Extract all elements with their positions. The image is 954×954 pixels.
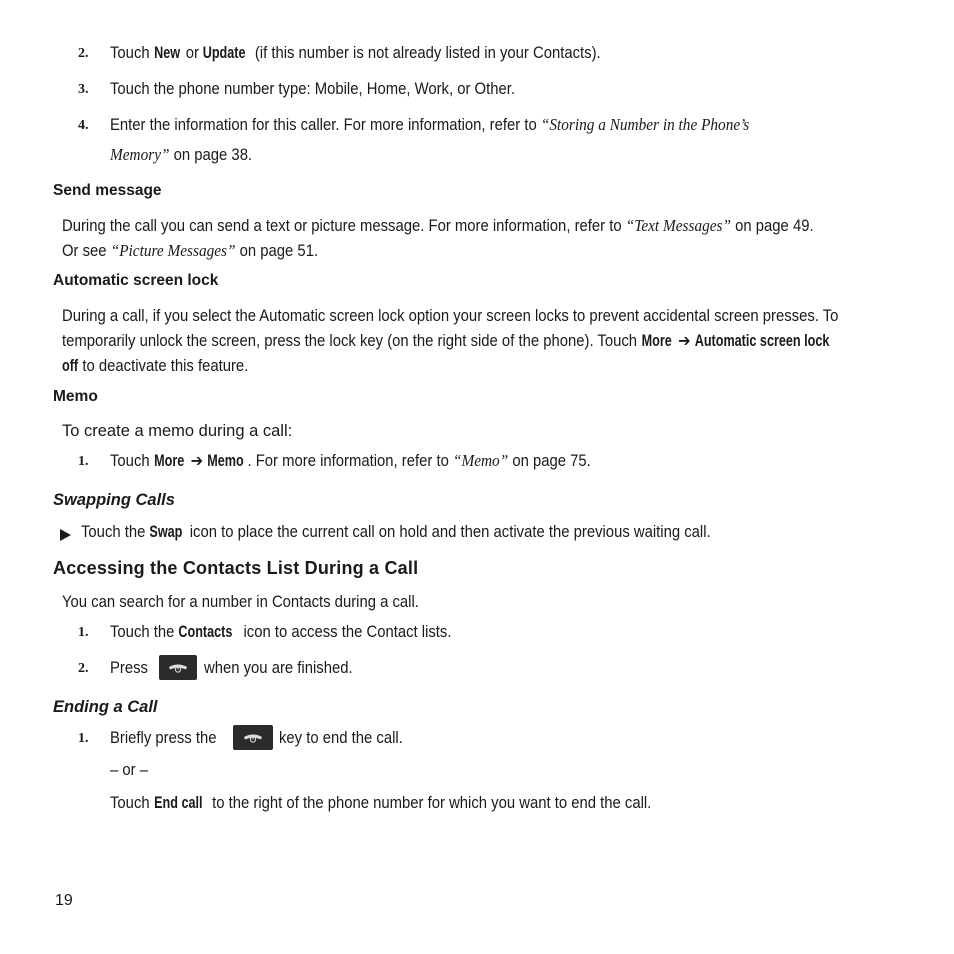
step-text-label: Press (110, 659, 148, 677)
keyword-new: New (153, 44, 180, 62)
paragraph: Or see “Picture Messages” on page 51. (62, 241, 319, 260)
step-number: 2. (78, 661, 89, 676)
step-text: Enter the information for this caller. For more information, refer to “Storing a Number in the Phone’s (110, 115, 750, 134)
cross-reference: “Memo” (452, 451, 509, 470)
cross-reference: Memory” (110, 145, 170, 164)
page-number: 19 (55, 892, 73, 909)
step-text-continued: Memory” on page 38. (110, 145, 253, 164)
bullet-text: Touch the Swap icon to place the current call on hold and then activate the previous waiting call. (81, 523, 711, 541)
section-title: Accessing the Contacts List During a Call (53, 558, 419, 578)
step-text: Touch the Contacts icon to access the Contact lists. (110, 623, 452, 641)
keyword-more: More (153, 452, 184, 470)
paragraph: off to deactivate this feature. (62, 357, 249, 375)
step-text: when you are finished. (204, 659, 353, 677)
step-text: Touch End call to the right of the phone number for which you want to end the call. (110, 794, 652, 812)
keyword-swap: Swap (149, 523, 183, 541)
arrow-icon: ➔ (678, 331, 691, 350)
step-number: 1. (78, 625, 89, 640)
keyword-more: More (641, 332, 672, 350)
triangle-bullet-icon (60, 529, 71, 541)
paragraph: You can search for a number in Contacts during a call. (62, 593, 419, 611)
step-number: 2. (78, 46, 89, 61)
keyword-end-call: End call (153, 794, 203, 812)
keyword-off: off (62, 357, 79, 375)
step-number: 4. (78, 118, 89, 133)
subsection-heading: Ending a Call (53, 698, 158, 716)
subsection-heading: Swapping Calls (53, 491, 175, 509)
step-text-label: Briefly press the (110, 729, 217, 747)
cross-reference: “Picture Messages” (110, 241, 236, 260)
section-heading: Memo (53, 388, 98, 405)
keyword-contacts: Contacts (178, 623, 233, 641)
cross-reference: “Storing a Number in the Phone’s (540, 115, 750, 134)
arrow-icon: ➔ (190, 451, 204, 470)
paragraph: temporarily unlock the screen, press the lock key (on the right side of the phone). Touch More ➔ Automatic screen lock (62, 331, 830, 350)
or-separator: – or – (110, 761, 148, 779)
cross-reference: “Text Messages” (625, 216, 732, 235)
section-heading: Send message (53, 182, 162, 199)
paragraph: To create a memo during a call: (62, 422, 293, 440)
end-call-key-icon (233, 725, 273, 750)
paragraph: During the call you can send a text or picture message. For more information, refer to “Text Messages” on page 49. (62, 216, 814, 235)
paragraph: During a call, if you select the Automatic screen lock option your screen locks to prevent accidental screen presses. To (62, 307, 839, 325)
keyword-memo: Memo (207, 452, 244, 470)
step-number: 3. (78, 82, 89, 97)
keyword-automatic-screen-lock: Automatic screen lock (694, 332, 830, 350)
end-call-key-icon (159, 655, 197, 680)
step-text: Touch More ➔ Memo . For more information, refer to “Memo” on page 75. (110, 451, 591, 470)
step-text: key to end the call. (279, 729, 403, 747)
step-text: Touch the phone number type: Mobile, Home, Work, or Other. (110, 80, 516, 98)
step-number: 1. (78, 454, 89, 469)
step-text: Touch New or Update (if this number is not already listed in your Contacts). (110, 44, 601, 62)
step-number: 1. (78, 731, 89, 746)
section-heading: Automatic screen lock (53, 272, 219, 289)
keyword-update: Update (203, 44, 246, 62)
